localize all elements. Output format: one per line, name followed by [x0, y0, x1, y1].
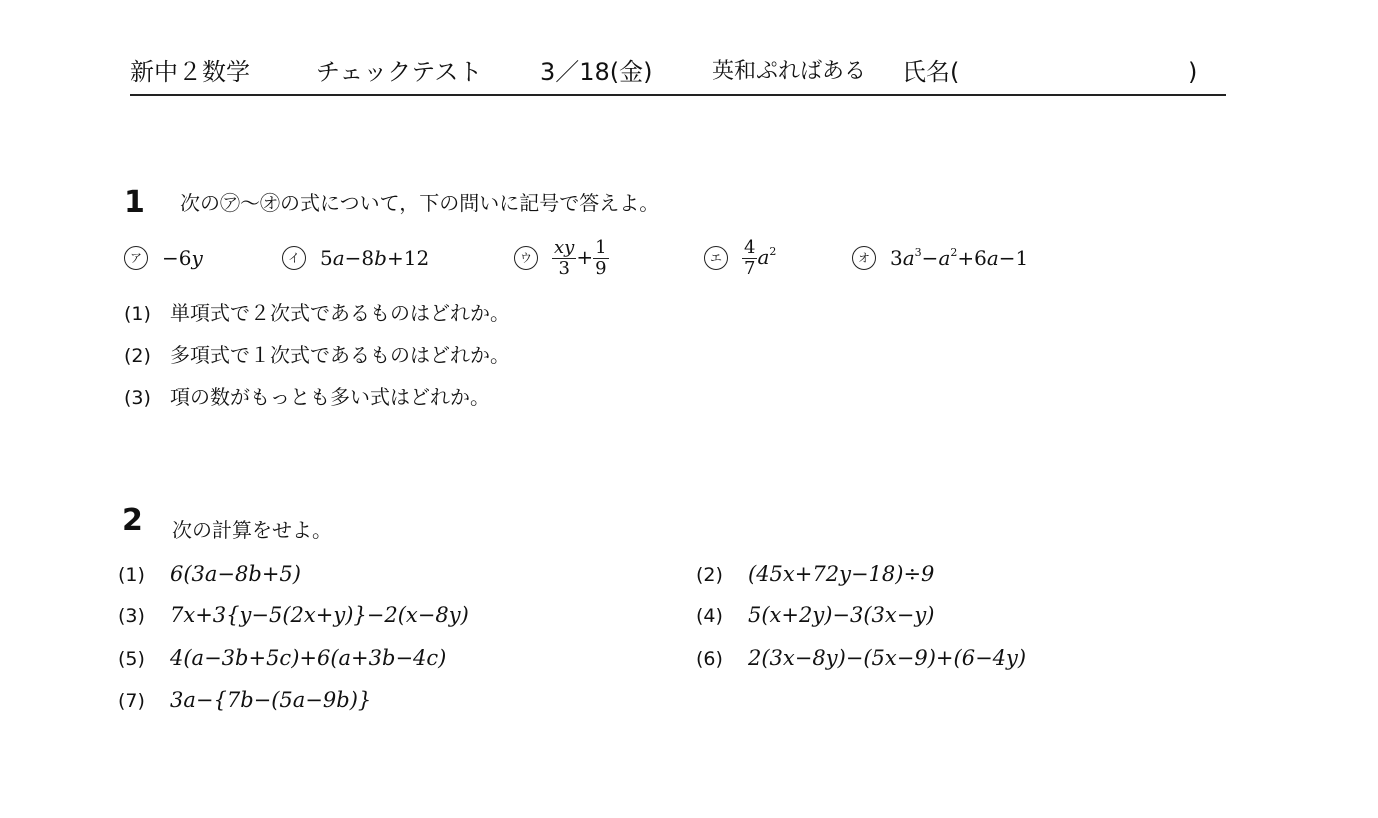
option-e-expr: $3a^3-a^2+6a-1$ [890, 246, 1029, 270]
test-date: 3／18(金) [540, 58, 653, 86]
section-2-instruction: 次の計算をせよ。 [172, 518, 332, 542]
problem-7: (7) 3a−{7b−(5a−9b)} [118, 688, 372, 712]
name-label: 氏名( [902, 58, 960, 86]
section-1-instruction: 次の㋐～㋔の式について，下の問いに記号で答えよ。 [180, 191, 660, 215]
problem-3: (3) 7x+3{y−5(2x+y)}−2(x−8y) [118, 603, 469, 627]
question-1: (1) 単項式で２次式であるものはどれか。 [124, 301, 510, 325]
worksheet-header [130, 50, 1226, 96]
option-a-expr: −6y [162, 246, 203, 270]
problem-5: (5) 4(a−3b+5c)+6(a+3b−4c) [118, 646, 447, 670]
option-d [704, 238, 776, 278]
marker-d: エ [704, 246, 728, 270]
option-a [124, 238, 203, 278]
marker-a: ア [124, 246, 148, 270]
option-c [514, 238, 609, 278]
marker-e: オ [852, 246, 876, 270]
marker-c: ウ [514, 246, 538, 270]
option-d-expr: $\frac{4}{7}$ $a^2$ [744, 236, 777, 279]
test-title: チェックテスト [316, 58, 483, 86]
problem-4: (4) 5(x+2y)−3(3x−y) [696, 603, 935, 627]
section-2-number: 2 [122, 503, 143, 538]
question-2: (2) 多項式で１次式であるものはどれか。 [124, 343, 510, 367]
marker-b: イ [282, 246, 306, 270]
option-b [282, 238, 429, 278]
option-c-expr: $\frac{xy}{3}$ + $\frac{1}{9}$ [554, 236, 607, 279]
problem-6: (6) 2(3x−8y)−(5x−9)+(6−4y) [696, 646, 1027, 670]
section-1-number: 1 [124, 185, 145, 220]
problem-2: (2) (45x+72y−18)÷9 [696, 562, 935, 586]
course-title: 新中２数学 [130, 58, 250, 86]
option-b-expr: 5a−8b+12 [320, 246, 430, 270]
school-name: 英和ぷればある [712, 59, 867, 84]
question-3: (3) 項の数がもっとも多い式はどれか。 [124, 385, 490, 409]
name-field-close: ) [1188, 58, 1198, 86]
problem-1: (1) 6(3a−8b+5) [118, 562, 301, 586]
option-e [852, 238, 1028, 278]
